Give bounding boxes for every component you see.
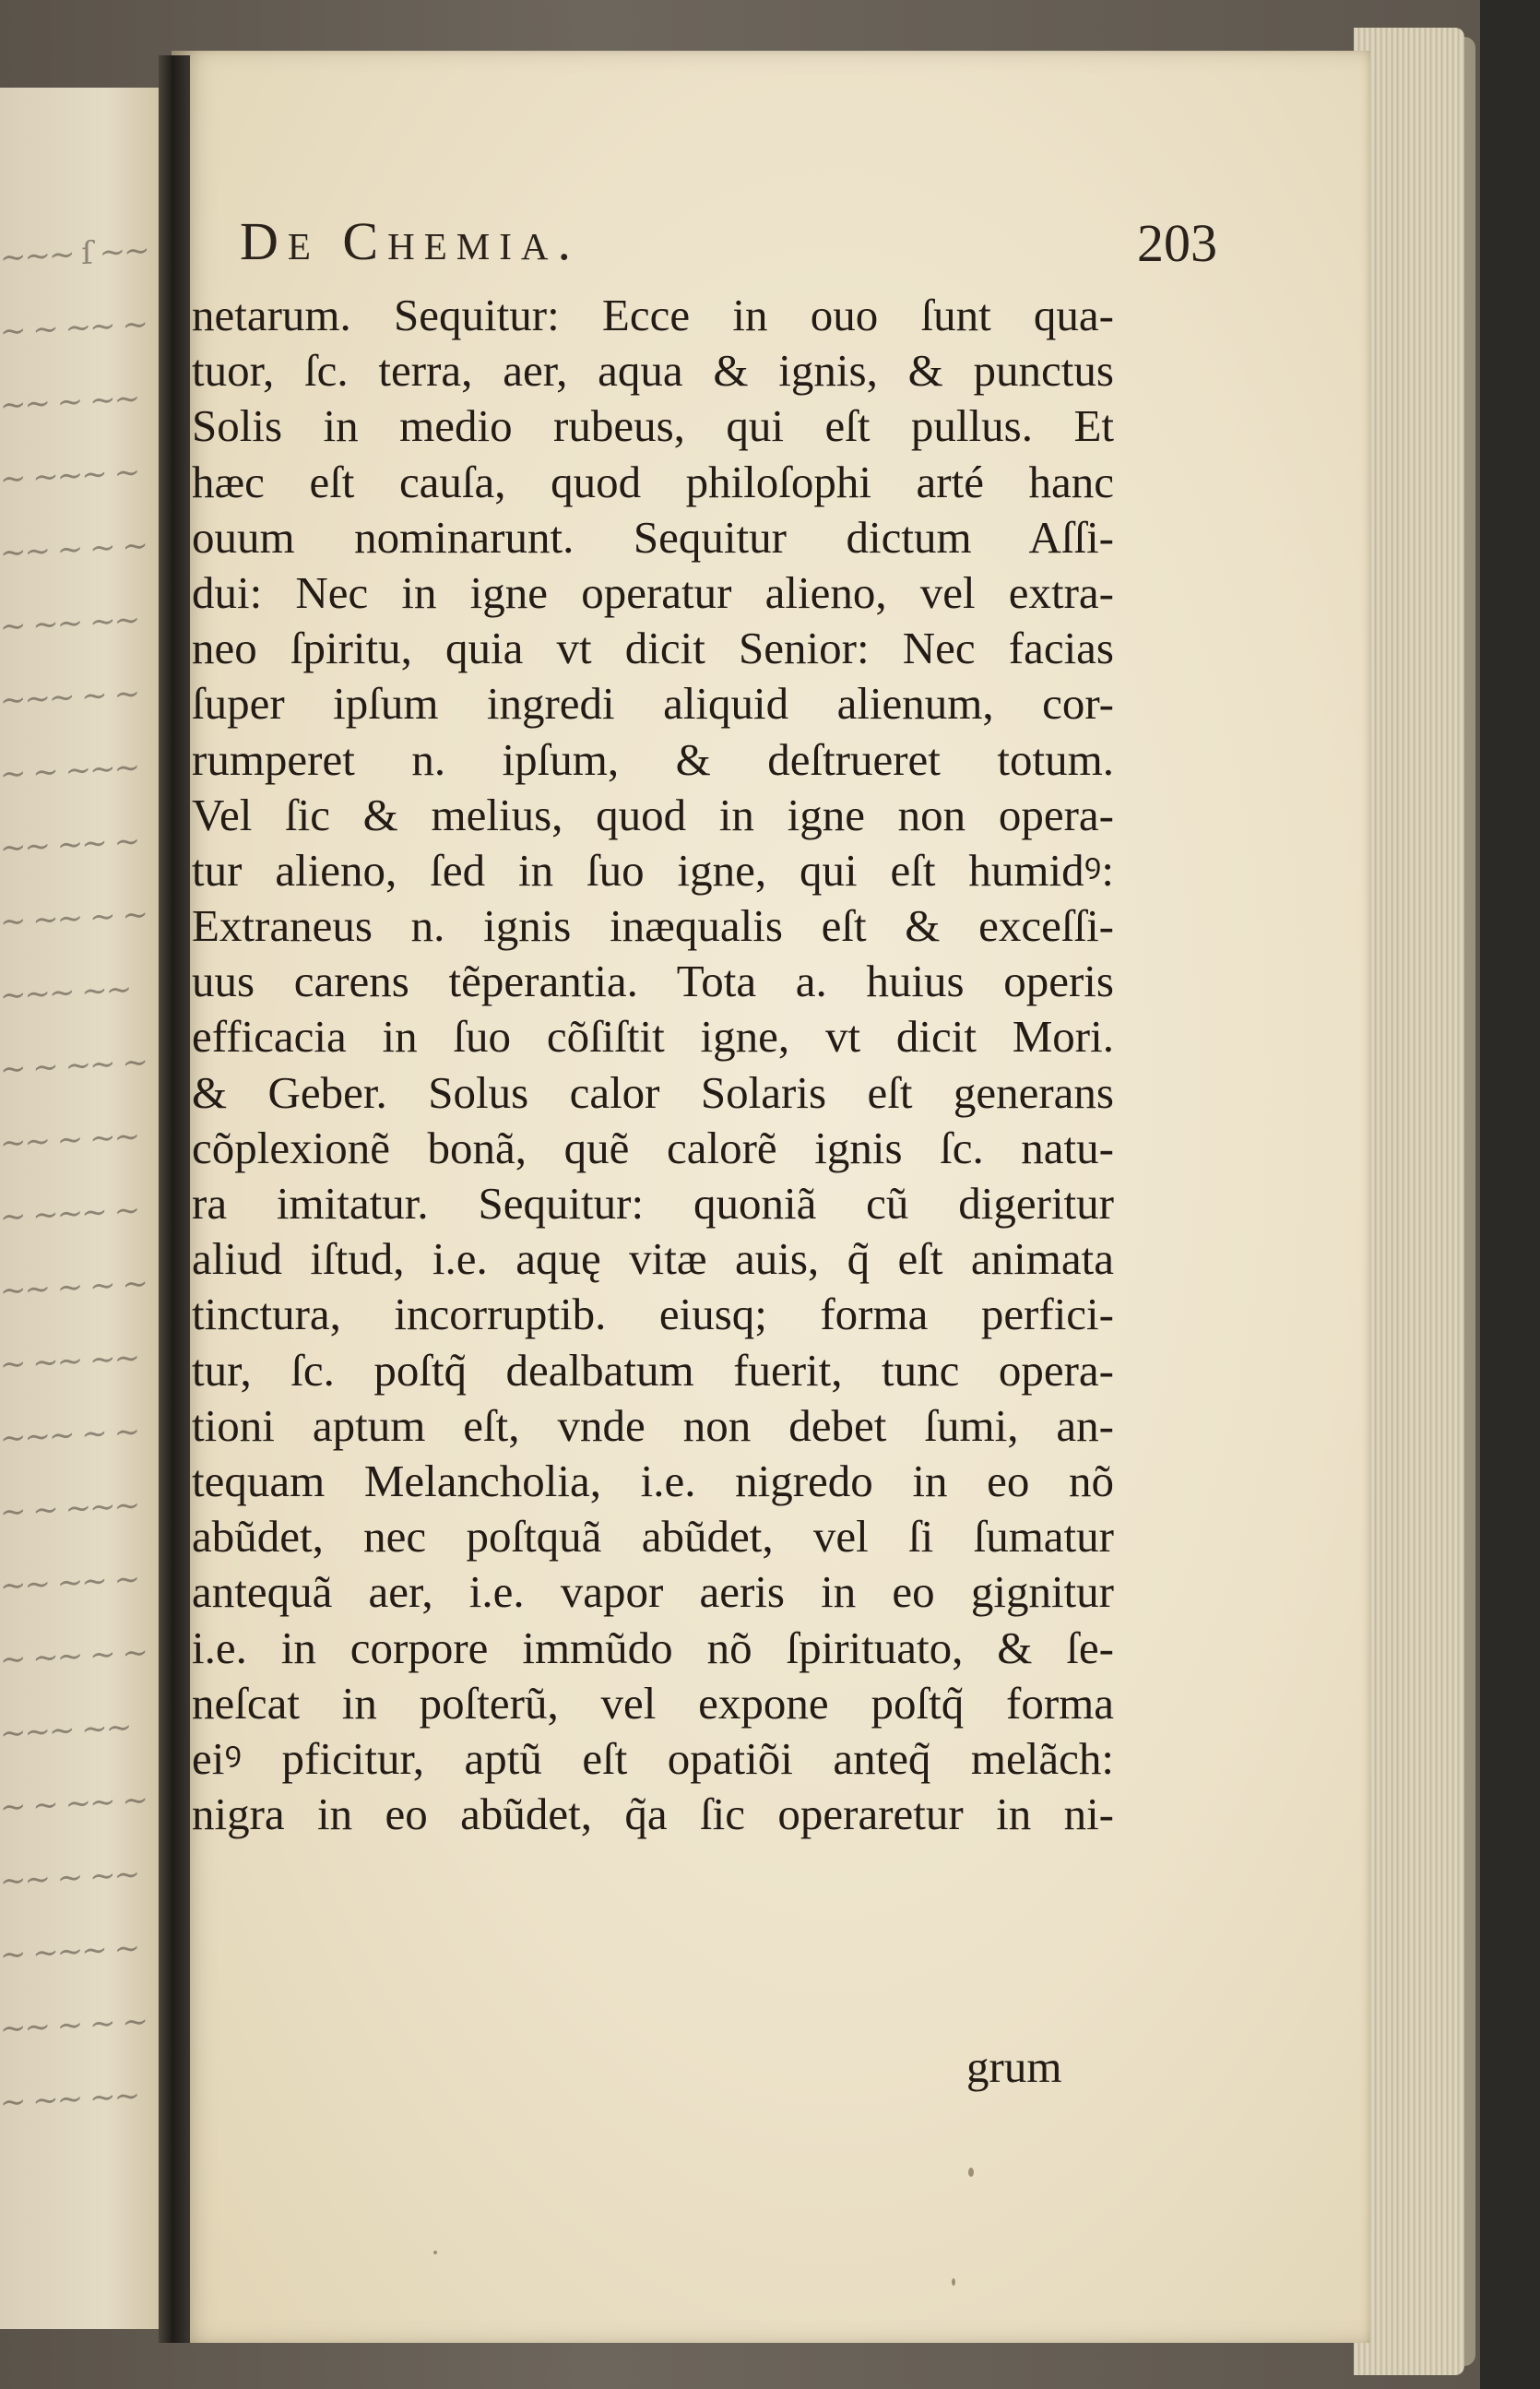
- facing-page-text-fragment: ~~ ~~ ~: [0, 1560, 139, 1605]
- facing-page-text-fragment: ~~ ~~ ~: [0, 822, 139, 867]
- text-line: hæc eſt cauſa, quod philoſophi arté hanc: [192, 456, 1114, 507]
- paper-speck: [968, 2168, 974, 2177]
- facing-page-text-fragment: ~~ ~ ~ ~: [0, 527, 147, 572]
- text-line: dui: Nec in igne operatur alieno, vel extra-: [192, 566, 1114, 618]
- facing-page-text-fragment: ~~ ~ ~~: [0, 379, 139, 424]
- text-line: tur, ſc. poſtq̃ dealbatum fuerit, tunc opera-: [192, 1344, 1114, 1396]
- facing-page-text-fragment: ~ ~~ ~~: [0, 1338, 139, 1384]
- facing-page-text-fragment: ~ ~ ~~ ~: [0, 1781, 147, 1826]
- text-line: cõplexionẽ bonã, quẽ calorẽ ignis ſc. natu-: [192, 1122, 1114, 1173]
- facing-page-text-fragment: ~~~ ~ ~: [0, 674, 139, 719]
- facing-page-text-fragment: ~ ~ ~~ ~: [0, 1043, 147, 1088]
- facing-page-text-fragment: ~ ~ ~~~: [0, 1486, 139, 1531]
- text-line: eiꝰ pficitur, aptũ eſt opatiõi anteq̃ melãch:: [192, 1732, 1114, 1784]
- facing-page-text-fragment: ~ ~~~ ~: [0, 1191, 139, 1236]
- text-line: tuor, ſc. terra, aer, aqua & ignis, & punctus: [192, 345, 1114, 397]
- catchword: grum: [966, 2041, 1062, 2092]
- text-line: ra imitatur. Sequitur: quoniã cũ digeritur: [192, 1178, 1114, 1229]
- running-title: De Chemia.: [240, 211, 580, 271]
- facing-page-text-fragment: ~~~ ~~: [0, 970, 131, 1015]
- facing-page-text-fragment: ~~~ ~~: [0, 1708, 131, 1753]
- text-line: antequã aer, i.e. vapor aeris in eo gignitur: [192, 1566, 1114, 1618]
- book-gutter: [159, 55, 190, 2343]
- facing-page-text-fragment: ~ ~ ~~ ~: [0, 305, 147, 351]
- facing-page-text-fragment: ~~ ~ ~~: [0, 1117, 139, 1162]
- text-line: neſcat in poſterũ, vel expone poſtq̃ forma: [192, 1677, 1114, 1729]
- text-line: i.e. in corpore immũdo nõ ſpirituato, & ſe-: [192, 1622, 1114, 1673]
- facing-page-text-fragment: ~ ~ ~~~: [0, 748, 139, 793]
- text-line: tinctura, incorruptib. eiusq; forma perfici-: [192, 1289, 1114, 1340]
- text-line: neo ſpiritu, quia vt dicit Senior: Nec facias: [192, 623, 1114, 674]
- facing-page-text-fragment: ~~ ~ ~ ~: [0, 2003, 147, 2048]
- text-line: nigra in eo abũdet, q̃a ſic operaretur in ni-: [192, 1789, 1114, 1840]
- facing-page-text-fragment: ~~~ ſ ~~: [0, 232, 148, 277]
- text-line: rumperet n. ipſum, & deſtrueret totum.: [192, 733, 1114, 785]
- text-line: uus carens tẽperantia. Tota a. huius operis: [192, 956, 1114, 1007]
- text-line: ouum nominarunt. Sequitur dictum Aſſi-: [192, 511, 1114, 563]
- text-line: netarum. Sequitur: Ecce in ouo ſunt qua-: [192, 290, 1114, 340]
- page-fore-edge: [1354, 28, 1464, 2375]
- facing-page-text-fragment: ~ ~~~ ~: [0, 1929, 139, 1974]
- facing-page-text-fragment: ~~~ ~ ~: [0, 1412, 139, 1457]
- text-line: aliud iſtud, i.e. aquę vitæ auis, q̃ eſt animata: [192, 1233, 1114, 1285]
- facing-page-text-fragment: ~ ~~ ~~: [0, 2076, 139, 2122]
- facing-page-text-fragment: ~~ ~ ~ ~: [0, 1265, 147, 1310]
- facing-page-edge: [0, 88, 175, 2329]
- text-line: Extraneus n. ignis inæqualis eſt & exceſſi-: [192, 900, 1114, 952]
- facing-page-text-fragment: ~ ~~ ~~: [0, 600, 139, 646]
- page-header: [240, 210, 1217, 284]
- text-line: tioni aptum eſt, vnde non debet ſumi, an-: [192, 1399, 1114, 1451]
- page-number: 203: [1137, 213, 1217, 273]
- text-line: Solis in medio rubeus, qui eſt pullus. Et: [192, 400, 1114, 452]
- text-line: tur alieno, ſed in ſuo igne, qui eſt humidꝰ:: [192, 844, 1114, 896]
- facing-page-text-fragment: ~~ ~ ~~: [0, 1855, 139, 1900]
- text-line: tequam Melancholia, i.e. nigredo in eo nõ: [192, 1455, 1114, 1506]
- paper-speck: [433, 2251, 437, 2254]
- text-line: efficacia in ſuo cõſiſtit igne, vt dicit Mori.: [192, 1011, 1114, 1063]
- text-line: Vel ſic & melius, quod in igne non opera-: [192, 789, 1114, 840]
- facing-page-text-fragment: ~ ~~~ ~: [0, 453, 139, 498]
- text-line: abũdet, nec poſtquã abũdet, vel ſi ſumatur: [192, 1511, 1114, 1563]
- page-body-text: [192, 288, 1114, 1842]
- text-line: & Geber. Solus calor Solaris eſt generans: [192, 1066, 1114, 1118]
- paper-speck: [952, 2278, 955, 2286]
- facing-page-text-fragment: ~ ~~ ~ ~: [0, 1634, 147, 1679]
- facing-page-text-fragment: ~ ~~ ~ ~: [0, 896, 147, 941]
- text-line: ſuper ipſum ingredi aliquid alienum, cor-: [192, 678, 1114, 730]
